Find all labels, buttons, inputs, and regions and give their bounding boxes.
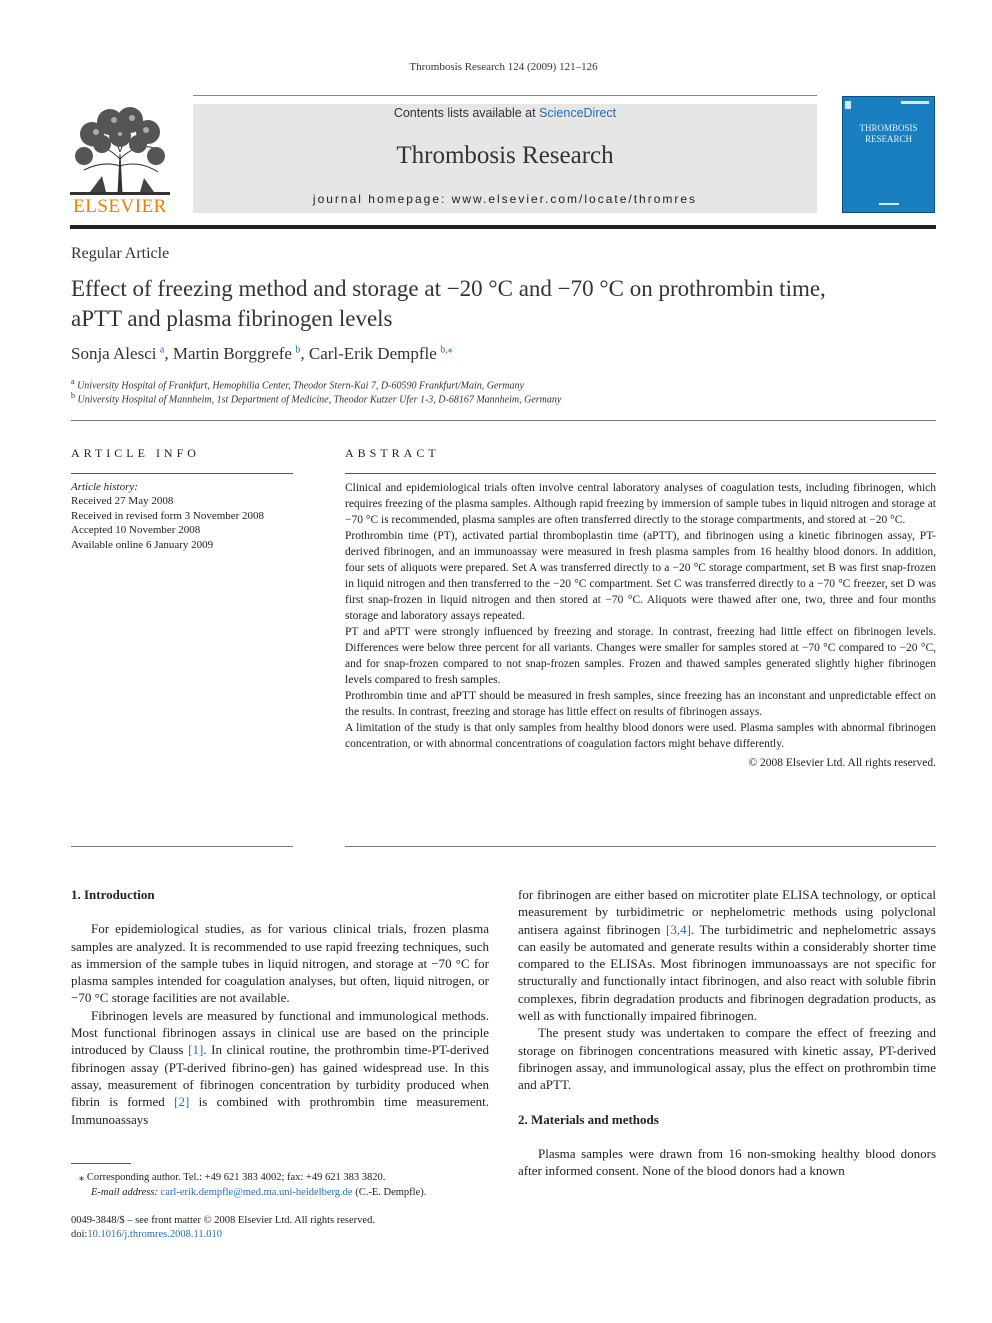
body-paragraph (71, 1007, 489, 1128)
abstract-bottom-rule (345, 846, 936, 847)
abstract-paragraph: Prothrombin time (PT), activated partial thromboplastin time (aPTT), and fibrinogen using a kinetic fibrinogen assay, PT-derived fibrinogen, and an immunoassay were measured in fresh plasma samples from 16 healthy blood donors. In addition, four sets of aliquots were prepared. Set A was transferred directly to a −20 °C storage compartment, set B was first snap-frozen in liquid nitrogen and then transferred to the −20 °C compartment. Set C was transferred directly to a −70 °C freezer, set D was first snap-frozen in liquid nitrogen and then stored at −70 °C. Aliquots were thawed after one, two, three and four months storage and laboratory assays repeated. (345, 530, 936, 622)
cover-footer-strip (879, 203, 899, 205)
email-label: E-mail address: (91, 1187, 158, 1198)
journal-homepage[interactable]: journal homepage: www.elsevier.com/locate/thromres (312, 192, 698, 206)
reference-link[interactable]: [3,4] (665, 921, 691, 937)
cover-logo-mark (845, 101, 851, 109)
body-paragraph (518, 886, 936, 1024)
contents-line (193, 104, 817, 120)
body-text: Fibrinogen levels are measured by functional and immunological methods. Most functional fibrinogen assays in clinical use are based on the principle introduced by Clauss (71, 1007, 489, 1058)
body-paragraph: For epidemiological studies, as for various clinical trials, frozen plasma samples are analyzed. It is recommended to use rapid freezing techniques, such as immersion of the sample tubes in liquid nitrogen, and storage at −70 °C for plasma samples intended for coagulation analyses, but often, liquid nitrogen, or −70 °C storage facilities are not available. (71, 921, 489, 1006)
email-suffix: (C.-E. Dempfle). (352, 1187, 427, 1198)
affiliation-mark: a (71, 377, 75, 386)
author-affil-mark[interactable]: b (295, 344, 301, 356)
title-bottom-rule (71, 420, 936, 421)
journal-banner (193, 104, 817, 213)
abstract-paragraph: PT and aPTT were strongly influenced by freezing and storage. In contrast, freezing had little effect on fibrinogen levels. Differences were below three percent for all variants. Changes were smaller for samples stored at −70 °C compared to −20 °C, and for snap-frozen compared to not snap-frozen samples. Frozen and thawed samples generated slightly higher fibrinogen levels compared to fresh samples. (345, 626, 936, 686)
author-affil-mark[interactable]: b,⁎ (440, 344, 453, 356)
author-list (71, 344, 453, 364)
body-text: is combined with prothrombin time measurement. Immunoassays (71, 1094, 490, 1127)
corresponding-author-note: ⁎ Corresponding author. Tel.: +49 621 383 4002; fax: +49 621 383 3820. (79, 1172, 386, 1183)
history-item: Accepted 10 November 2008 (71, 524, 201, 537)
section-heading-methods: 2. Materials and methods (518, 1111, 659, 1127)
author-affil-mark[interactable]: a (159, 344, 165, 356)
history-item: Received in revised form 3 November 2008 (71, 509, 265, 522)
journal-cover-thumbnail (842, 96, 935, 213)
author-name[interactable]: Carl-Erik Dempfle (308, 344, 437, 363)
article-title (71, 274, 937, 334)
abstract-heading: ABSTRACT (345, 446, 440, 460)
email-link[interactable]: carl-erik.dempfle@med.ma.uni-heidelberg.de (160, 1187, 353, 1198)
footnote-rule (71, 1163, 131, 1164)
body-text: for fibrinogen are either based on microtiter plate ELISA technology, or optical measurement by turbidimetric or nephelometric methods using polyclonal antisera against fibrinogen (518, 887, 936, 937)
affiliation (71, 391, 937, 405)
history-label: Article history: (71, 481, 138, 493)
publisher-logo-text: ELSEVIER (73, 196, 167, 217)
article-info-rule (71, 473, 293, 474)
journal-title: Thrombosis Research (396, 142, 614, 169)
section-heading-introduction: 1. Introduction (71, 887, 155, 902)
article-history (71, 480, 293, 552)
article-title-line1: Effect of freezing method and storage at −20 °C and −70 °C on prothrombin time, (71, 276, 826, 301)
doi-link[interactable]: 10.1016/j.thromres.2008.11.010 (87, 1229, 222, 1240)
abstract-paragraph: A limitation of the study is that only samples from healthy blood donors were used. Plasma samples with abnormal fibrinogen concentration, or with abnormal concentrations of coagulation factors might behave differently. (345, 722, 936, 750)
doi-label: doi: (71, 1229, 88, 1240)
copyright-notice: © 2008 Elsevier Ltd. All rights reserved. (748, 757, 936, 769)
article-title-line2: aPTT and plasma fibrinogen levels (71, 306, 393, 331)
body-paragraph: The present study was undertaken to compare the effect of freezing and storage on fibrinogen concentrations measured with kinetic assay, PT-derived fibrinogen assay, and immunological assay, plus the effect on prothrombin time and aPTT. (518, 1025, 936, 1093)
body-right-column (518, 886, 936, 1179)
author-separator: , (300, 344, 309, 363)
cover-title: THROMBOSIS RESEARCH (859, 123, 918, 144)
body-text: . In clinical routine, the prothrombin time-PT-derived fibrinogen assay (PT-derived fibrino-gen) has gained widespread use. In this assay, measurement of fibrinogen concentration by turbidity produced when fibrin is formed (71, 1042, 490, 1110)
doi-line (71, 1227, 491, 1242)
affiliation (71, 377, 937, 391)
abstract-paragraph: Prothrombin time and aPTT should be measured in fresh samples, since freezing has an inconstant and unpredictable effect on the results. In contrast, freezing and storage has little effect on results of fibrinogen assays. (345, 690, 936, 718)
body-paragraph: Plasma samples were drawn from 16 non-smoking healthy blood donors after informed consent. None of the blood donors had a known (518, 1145, 936, 1179)
author-name[interactable]: Martin Borggrefe (172, 344, 292, 363)
journal-citation: Thrombosis Research 124 (2009) 121–126 (409, 61, 598, 73)
abstract-paragraph: Clinical and epidemiological trials often involve central laboratory analyses of coagulation tests, including fibrinogen, which requires freezing of the plasma samples. Although rapid freezing by immersion of sample tubes in liquid nitrogen and storage at −70 °C is recommended, plasma samples are often transferred directly to the storage compartments, and stored at −20 °C. (345, 482, 936, 526)
issn-line: 0049-3848/$ – see front matter © 2008 Elsevier Ltd. All rights reserved. (71, 1215, 375, 1226)
abstract-body (345, 480, 936, 771)
header-top-rule (193, 95, 817, 96)
author-separator: , (164, 344, 173, 363)
affiliation-text: University Hospital of Mannheim, 1st Department of Medicine, Theodor Kutzer Ufer 1-3, D-68167 Mannheim, Germany (77, 394, 562, 406)
reference-link[interactable]: [1] (188, 1042, 204, 1058)
body-text: . The turbidimetric and nephelometric assays can easily be automated and generate results within a considerably shorter time compared to the ELISAs. Most fibrinogen immunoassays are not specific for structurally and functionally intact fibrinogen, and also react with soluble fibrin complexes, fibrin degradation products and fibrinogen degradation products, as well as with functionally impaired fibrinogen. (518, 921, 936, 1024)
history-item: Available online 6 January 2009 (71, 538, 214, 551)
abstract-rule (345, 473, 936, 474)
article-type: Regular Article (71, 245, 170, 262)
cover-issue-strip (901, 101, 929, 104)
article-info-bottom-rule (71, 846, 293, 847)
email-note (71, 1185, 511, 1200)
affiliation-mark: b (71, 391, 75, 400)
article-info-heading: ARTICLE INFO (71, 446, 200, 460)
header-thick-rule (70, 225, 936, 229)
body-left-column (71, 886, 489, 1128)
tree-icon (70, 104, 170, 196)
contents-prefix: Contents lists available at (393, 106, 540, 120)
author-name[interactable]: Sonja Alesci (71, 344, 157, 363)
affiliation-text: University Hospital of Frankfurt, Hemophilia Center, Theodor Stern-Kai 7, D-60590 Frankfurt/Main, Germany (77, 380, 524, 392)
reference-link[interactable]: [2] (174, 1094, 190, 1110)
sciencedirect-link[interactable]: ScienceDirect (539, 106, 617, 120)
history-item: Received 27 May 2008 (71, 495, 174, 508)
